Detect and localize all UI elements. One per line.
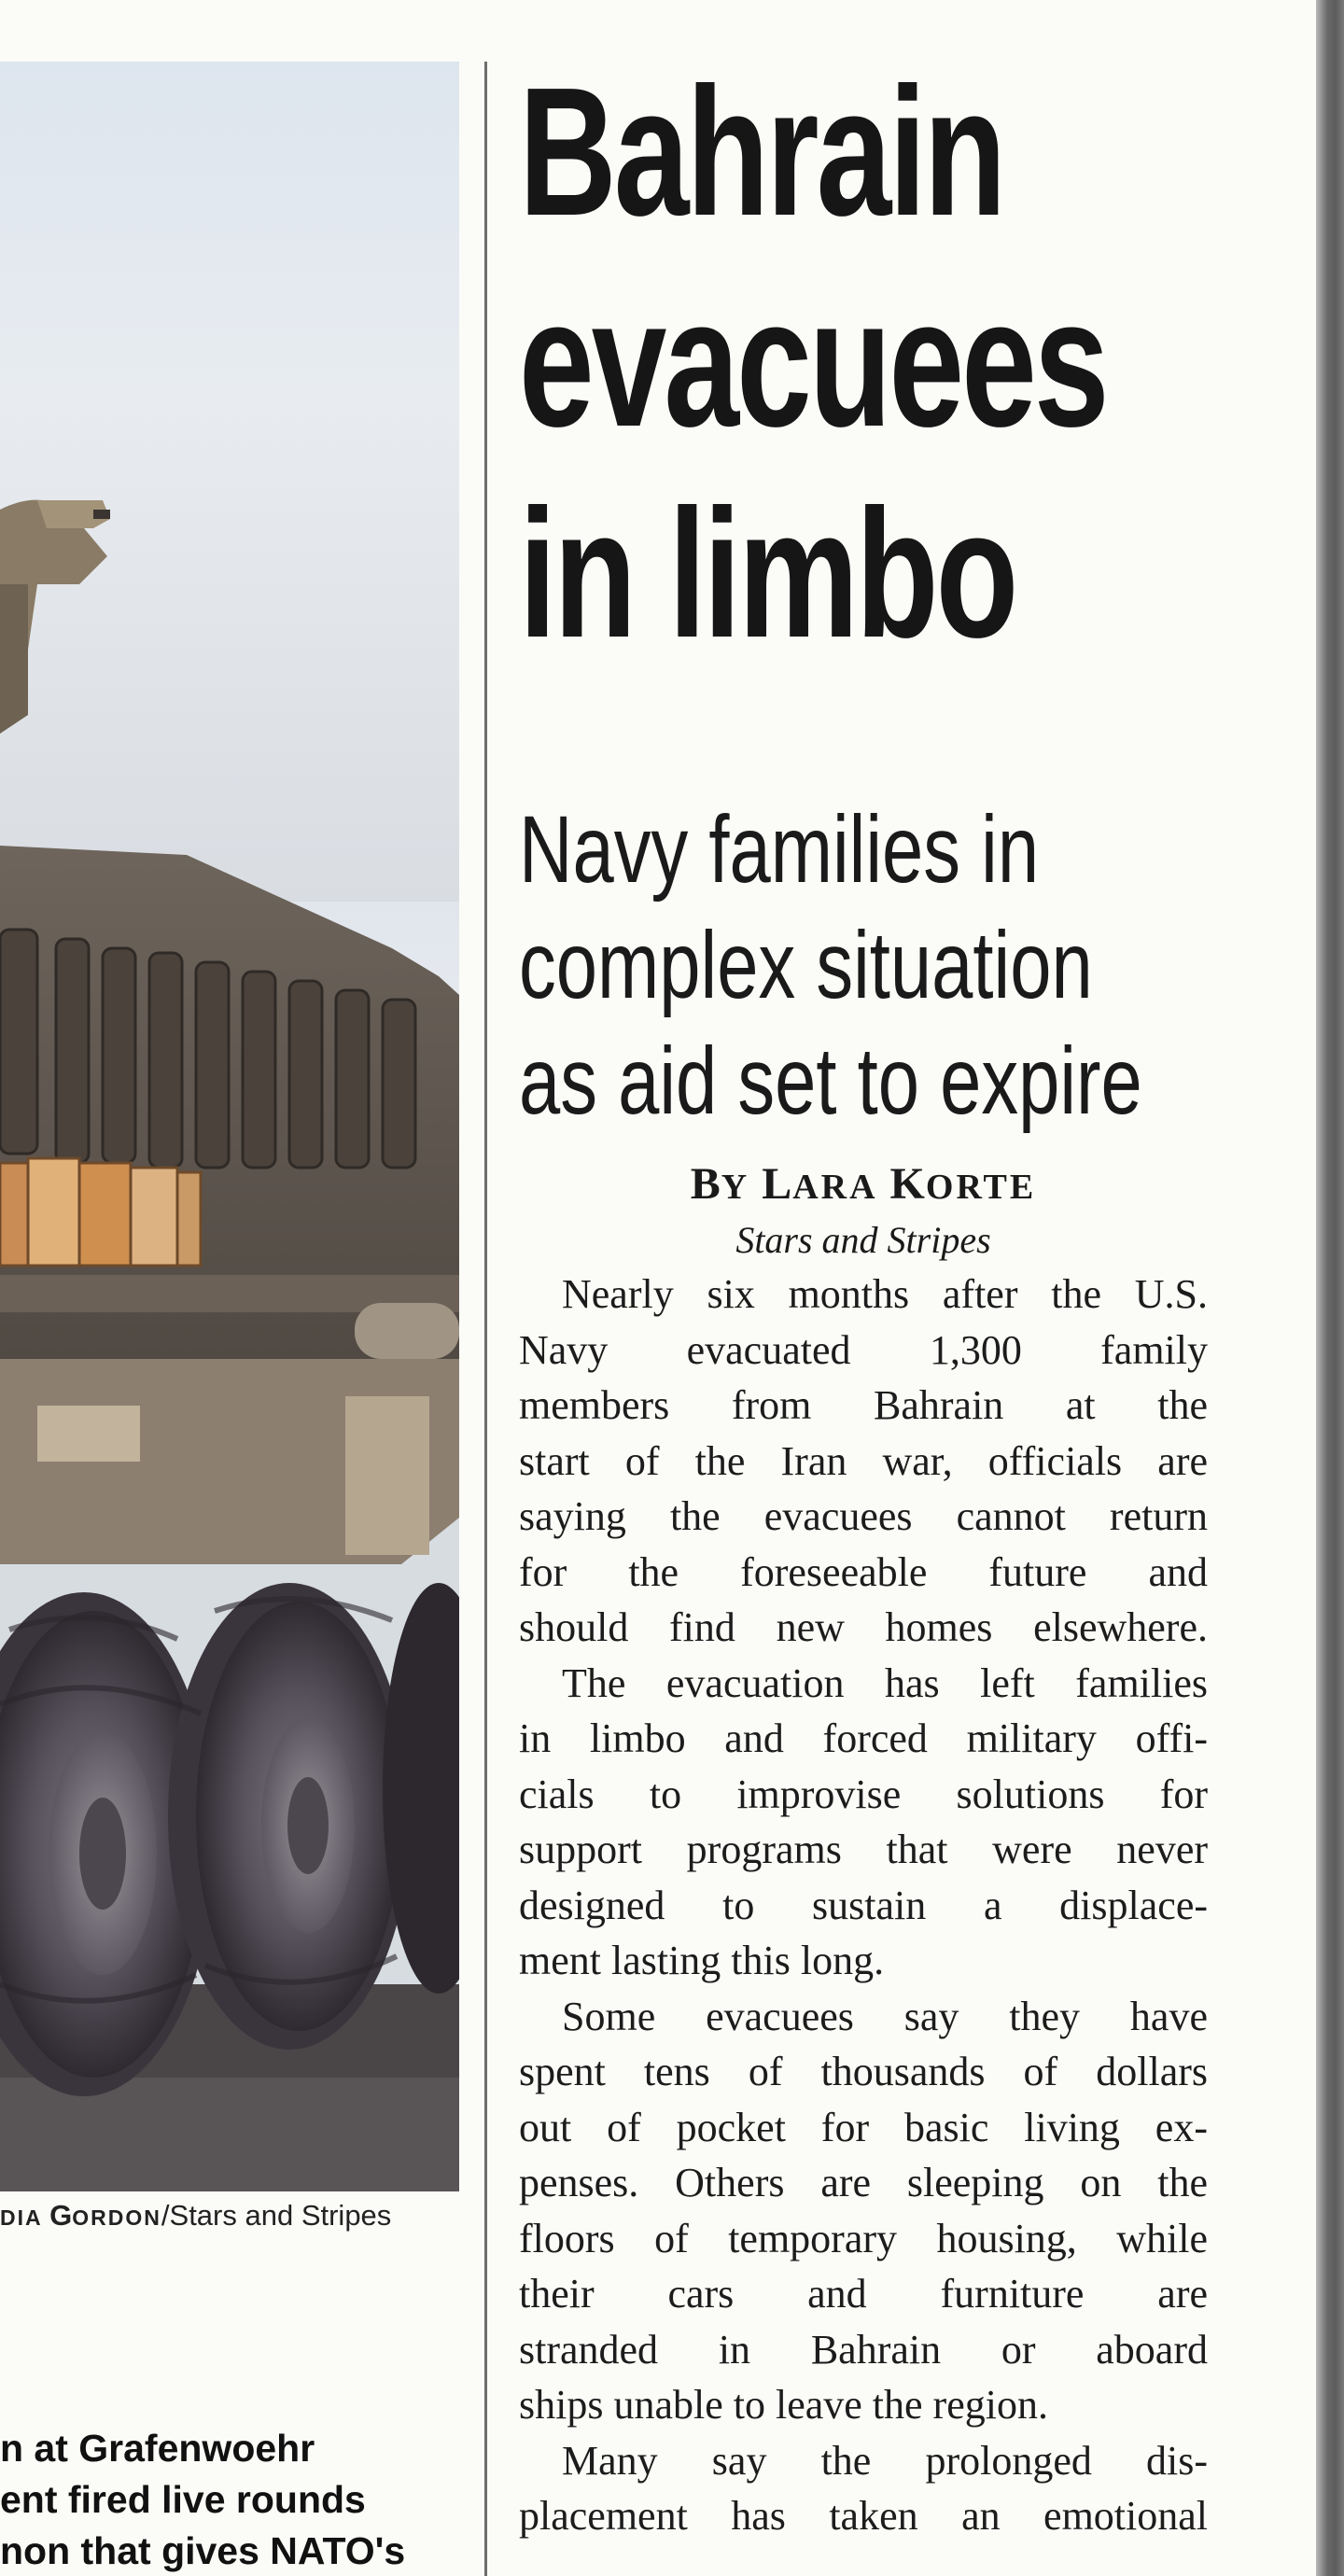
body-line: cials to improvise solutions for [519, 1771, 1208, 1817]
armored-vehicle-image [0, 62, 459, 2191]
body-line: in limbo and forced military offi- [519, 1715, 1208, 1761]
byline-last-initial: K [889, 1159, 926, 1209]
subheadline-line: complex situation [519, 912, 1093, 1018]
column-divider [484, 62, 487, 2576]
credit-last-initial: G [49, 2199, 73, 2232]
article-body [519, 1267, 1208, 2544]
article [519, 47, 1208, 2544]
byline-by-rest: Y [721, 1168, 750, 1207]
body-line: placement has taken an emotional [519, 2493, 1208, 2539]
credit-first-name: DIA [0, 2205, 50, 2230]
paragraph [519, 1656, 1208, 1989]
body-line: Navy evacuated 1,300 family [519, 1326, 1208, 1373]
byline-by-initial: B [690, 1159, 721, 1209]
subheadline [519, 791, 1218, 1139]
body-line: for the foreseeable future and [519, 1548, 1208, 1595]
body-line: ment lasting this long. [519, 1938, 885, 1983]
photo-credit [0, 2199, 459, 2233]
headline-line: in limbo [519, 471, 1016, 676]
photo-caption [0, 2423, 459, 2576]
credit-last-name: ORDON [72, 2205, 161, 2230]
body-line: Some evacuees say they have [562, 1993, 1208, 2039]
caption-line: ent fired live rounds [0, 2478, 366, 2521]
body-line: designed to sustain a displace- [519, 1882, 1208, 1928]
byline-first-initial: L [762, 1159, 793, 1209]
body-line: The evacuation has left families [562, 1659, 1208, 1706]
subheadline-line: Navy families in [519, 796, 1040, 903]
byline-last-rest: ORTE [925, 1168, 1037, 1207]
body-line: Nearly six months after the U.S. [562, 1271, 1208, 1317]
body-line: should find new homes elsewhere. [519, 1604, 1208, 1650]
byline-first-rest: ARA [792, 1168, 878, 1207]
subheadline-line: as aid set to expire [519, 1028, 1142, 1134]
body-line: support programs that were never [519, 1827, 1208, 1872]
scrollbar[interactable] [1316, 0, 1344, 2576]
paragraph [519, 1989, 1208, 2433]
headline-line: Bahrain [519, 49, 1004, 254]
body-line: penses. Others are sleeping on the [519, 2160, 1208, 2205]
body-line: stranded in Bahrain or aboard [519, 2326, 1208, 2373]
headline [519, 47, 1210, 679]
headline-line: evacuees [519, 260, 1107, 465]
body-line: saying the evacuees cannot return [519, 1493, 1208, 1539]
body-line: Many say the prolonged dis- [562, 2437, 1208, 2484]
caption-line: n at Grafenwoehr [0, 2427, 315, 2470]
body-line: members from Bahrain at the [519, 1382, 1208, 1428]
article-photo [0, 62, 459, 2191]
body-line: spent tens of thousands of dollars [519, 2049, 1208, 2094]
caption-line: non that gives NATO's [0, 2529, 406, 2572]
credit-source: /Stars and Stripes [161, 2199, 392, 2232]
body-line: ships unable to leave the region. [519, 2382, 1048, 2428]
body-line: start of the Iran war, officials are [519, 1437, 1208, 1484]
byline-affiliation: Stars and Stripes [735, 1219, 991, 1261]
paragraph [519, 1267, 1208, 1656]
body-line: floors of temporary housing, while [519, 2215, 1208, 2261]
byline [519, 1157, 1208, 1214]
body-line: out of pocket for basic living ex- [519, 2104, 1208, 2150]
paragraph [519, 2433, 1208, 2544]
body-line: their cars and furniture are [519, 2271, 1208, 2317]
